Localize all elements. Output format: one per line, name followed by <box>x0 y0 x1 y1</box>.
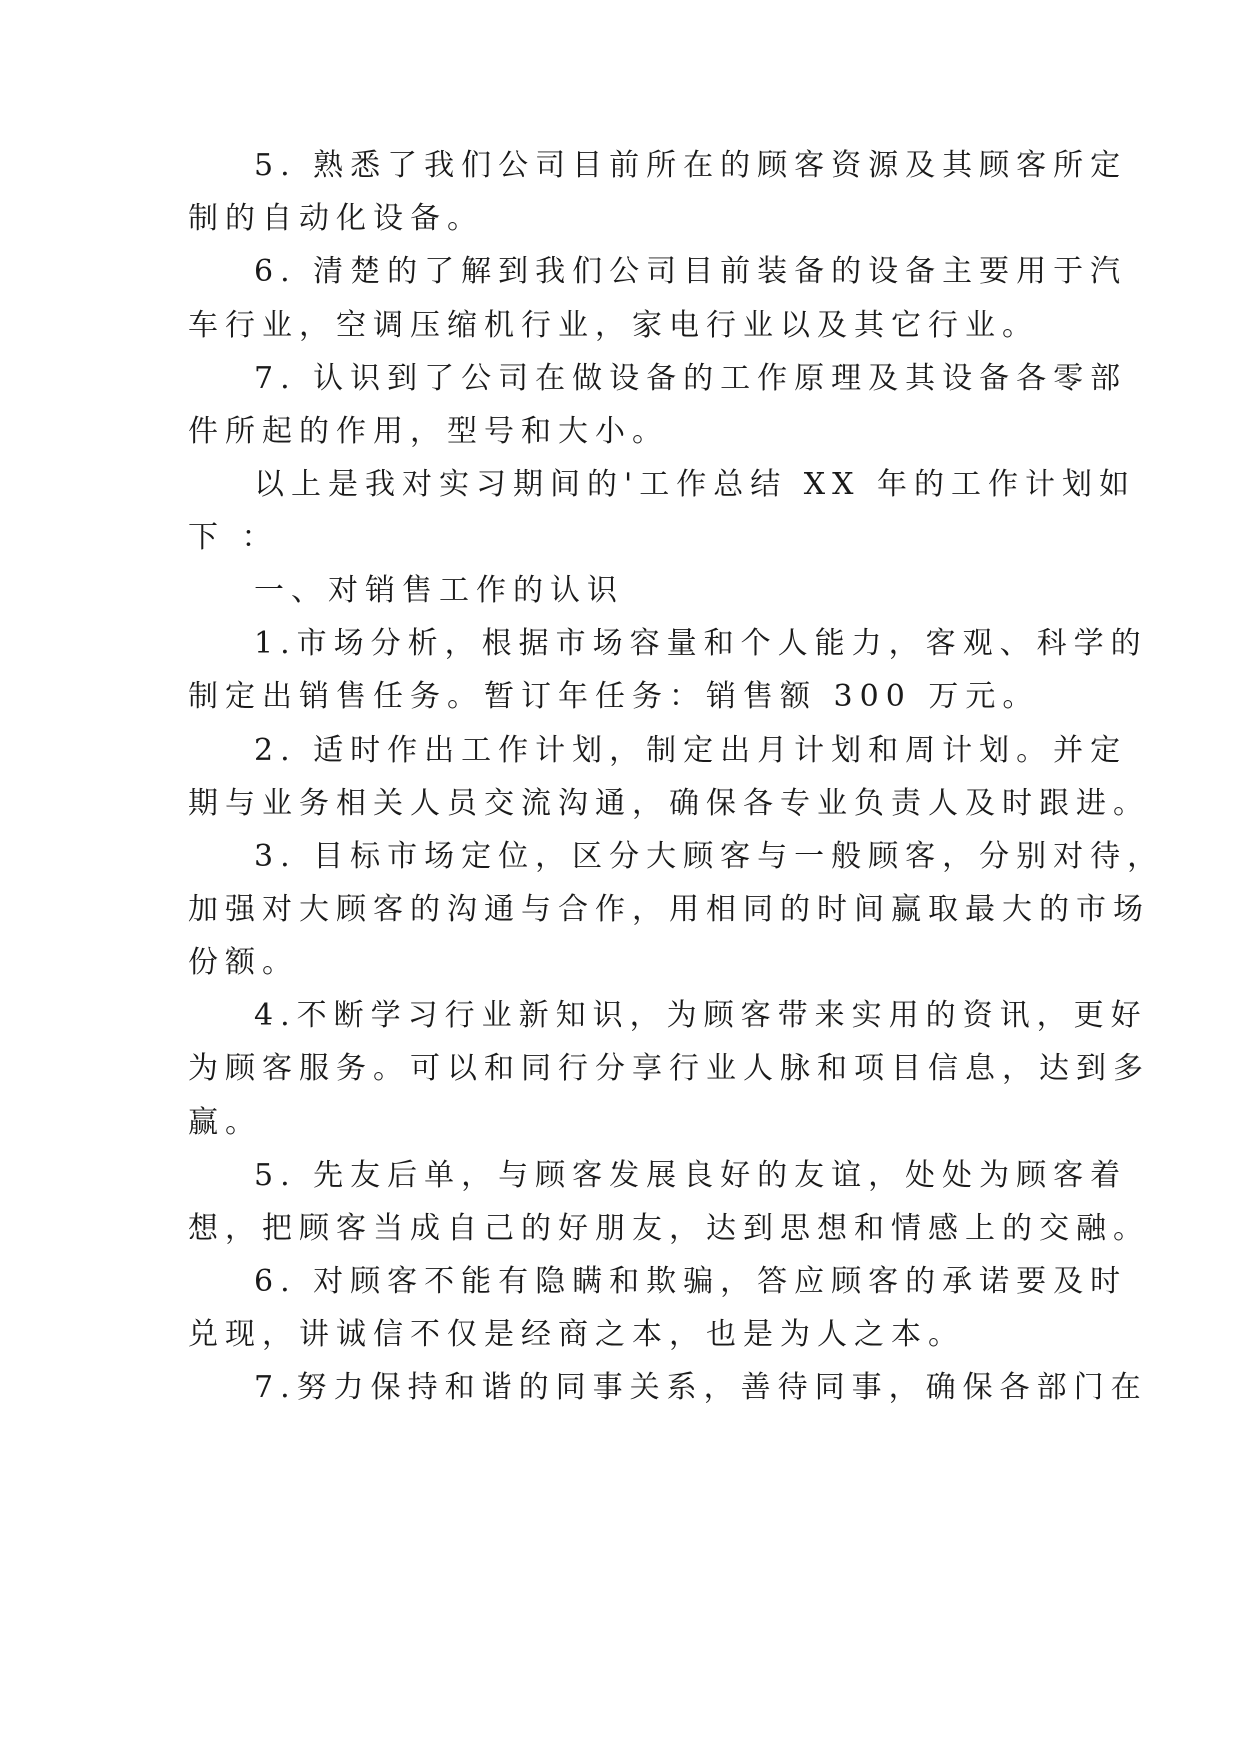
line-text: 4.不断学习行业新知识，为顾客带来实用的资讯，更好 <box>254 998 1148 1033</box>
paragraph-line <box>0 190 1241 248</box>
paragraph-line <box>0 828 1241 886</box>
paragraph-line <box>0 1040 1241 1098</box>
line-text: 6. 清楚的了解到我们公司目前装备的设备主要用于汽 <box>254 254 1128 289</box>
line-text: 5. 先友后单，与顾客发展良好的友谊，处处为顾客着 <box>254 1158 1128 1193</box>
paragraph-line <box>0 1306 1241 1364</box>
paragraph-line <box>0 403 1241 461</box>
line-text: 份额。 <box>188 945 299 980</box>
paragraph-line <box>0 350 1241 408</box>
line-text: 3. 目标市场定位，区分大顾客与一般顾客，分别对待， <box>254 839 1165 874</box>
paragraph-line <box>0 509 1241 567</box>
line-text: 以上是我对实习期间的'工作总结 XX 年的工作计划如 <box>254 467 1137 502</box>
line-text: 加强对大顾客的沟通与合作，用相同的时间赢取最大的市场 <box>188 892 1150 927</box>
paragraph-line <box>0 668 1241 726</box>
paragraph-line <box>0 775 1241 833</box>
paragraph-line <box>0 722 1241 780</box>
paragraph-line <box>0 243 1241 301</box>
paragraph-line <box>0 987 1241 1045</box>
paragraph-line <box>0 297 1241 355</box>
paragraph-line <box>0 1094 1241 1152</box>
paragraph-line <box>0 1147 1241 1205</box>
line-text: 制的自动化设备。 <box>188 201 484 236</box>
paragraph-line <box>0 1359 1241 1417</box>
paragraph-line <box>0 456 1241 514</box>
line-text: 1.市场分析，根据市场容量和个人能力，客观、科学的 <box>254 626 1148 661</box>
paragraph-line <box>0 137 1241 195</box>
line-text: 6. 对顾客不能有隐瞒和欺骗，答应顾客的承诺要及时 <box>254 1264 1128 1299</box>
line-text: 下 ： <box>188 520 279 555</box>
section-heading <box>0 562 1241 620</box>
line-text: 5. 熟悉了我们公司目前所在的顾客资源及其顾客所定 <box>254 148 1128 183</box>
paragraph-line <box>0 1253 1241 1311</box>
line-text: 兑现，讲诚信不仅是经商之本，也是为人之本。 <box>188 1317 965 1352</box>
line-text: 件所起的作用，型号和大小。 <box>188 414 669 449</box>
line-text: 想，把顾客当成自己的好朋友，达到思想和情感上的交融。 <box>188 1211 1150 1246</box>
paragraph-line <box>0 934 1241 992</box>
line-text: 7. 认识到了公司在做设备的工作原理及其设备各零部 <box>254 361 1128 396</box>
line-text: 期与业务相关人员交流沟通，确保各专业负责人及时跟进。 <box>188 786 1150 821</box>
heading-text: 一、对销售工作的认识 <box>254 573 624 608</box>
line-text: 为顾客服务。可以和同行分享行业人脉和项目信息，达到多 <box>188 1051 1150 1086</box>
line-text: 赢。 <box>188 1105 262 1140</box>
line-text: 制定出销售任务。暂订年任务：销售额 300 万元。 <box>188 679 1040 714</box>
line-text: 车行业，空调压缩机行业，家电行业以及其它行业。 <box>188 308 1039 343</box>
paragraph-line <box>0 1200 1241 1258</box>
line-text: 7.努力保持和谐的同事关系，善待同事，确保各部门在 <box>254 1370 1148 1405</box>
line-text: 2. 适时作出工作计划，制定出月计划和周计划。并定 <box>254 733 1128 768</box>
paragraph-line <box>0 881 1241 939</box>
paragraph-line <box>0 615 1241 673</box>
